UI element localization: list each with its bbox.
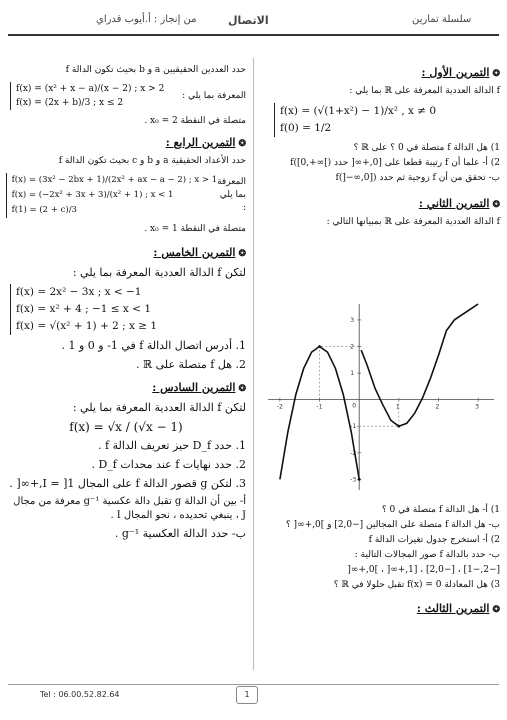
ex5-line3: f(x) = √(x² + 1) + 2 ; x ≥ 1 bbox=[16, 320, 158, 332]
bullet-icon: ❂ bbox=[238, 384, 246, 394]
footer-rule bbox=[8, 684, 499, 685]
ex5-system bbox=[10, 284, 246, 335]
bullet-icon: ❂ bbox=[492, 605, 500, 615]
ex2-q1a: 1) أ- هل الدالة f متصلة في 0 ؟ bbox=[381, 505, 500, 515]
page-number: 1 bbox=[236, 686, 258, 704]
ex2-intro: f الدالة العددية المعرفة على ℝ بمبيانها التالي : bbox=[326, 217, 500, 227]
ex2-q2a: 2) أ- استخرج جدول تغيرات الدالة f bbox=[368, 535, 500, 545]
ex4-intro: حدد الأعداد الحقيقية a و b و c بحيث تكون الدالة f bbox=[58, 156, 246, 166]
ex3-line1: f(x) = (x² + x − a)/(x − 2) ; x > 2 bbox=[16, 84, 165, 94]
ex5-q2: 2. هل f متصلة على ℝ . bbox=[135, 358, 246, 371]
bullet-icon: ❂ bbox=[492, 200, 500, 210]
bullet-icon: ❂ bbox=[492, 69, 500, 79]
ex4-cont: متصلة في النقطة x₀ = 1 . bbox=[144, 224, 246, 234]
header-topic: الاتصال bbox=[228, 14, 269, 27]
bullet-icon: ❂ bbox=[238, 249, 246, 259]
ex5-title: التمرين الخامس : bbox=[153, 246, 236, 259]
ex6-q3b: ب- حدد الدالة العكسية g⁻¹ . bbox=[114, 527, 246, 540]
x-tick-label: -2 bbox=[276, 403, 283, 411]
ex6-intro: لتكن f الدالة العددية المعرفة بما يلي : bbox=[72, 401, 246, 414]
ex4-heading bbox=[6, 136, 246, 149]
curve-branch-2 bbox=[361, 304, 478, 426]
ex4-line3: f(1) = (2 + c)/3 bbox=[11, 205, 77, 215]
y-tick-label: -1 bbox=[350, 423, 357, 431]
ex1-title: التمرين الأول : bbox=[421, 66, 490, 79]
bullet-icon: ❂ bbox=[238, 139, 246, 149]
ex5-line2: f(x) = x² + 4 ; −1 ≤ x < 1 bbox=[16, 303, 151, 315]
ex4-def: المعرفة بما يلي : bbox=[217, 177, 246, 213]
ex1-intro: f الدالة العددية المعرفة على ℝ بما يلي : bbox=[349, 86, 500, 96]
x-tick-label: 1 bbox=[395, 403, 400, 411]
ex3-title: التمرين الثالث : bbox=[416, 602, 490, 615]
ex1-system bbox=[274, 103, 436, 137]
footer-phone: Tel : 06.00.52.82.64 bbox=[40, 690, 120, 699]
y-tick-label: 1 bbox=[350, 370, 355, 378]
ex1-heading bbox=[260, 66, 500, 79]
column-divider bbox=[253, 58, 254, 670]
ex4-title: التمرين الرابع : bbox=[165, 136, 236, 149]
ex3-line2: f(x) = (2x + b)/3 ; x ≤ 2 bbox=[16, 98, 124, 108]
ex4-line1: f(x) = (3x² − 2bx + 1)/(2x² + ax − a − 2) ; x > 1 bbox=[11, 175, 218, 185]
ex2-title: التمرين الثاني : bbox=[418, 197, 490, 210]
ex1-line1: f(x) = (√(1+x²) − 1)/x² , x ≠ 0 bbox=[280, 105, 437, 117]
ex2-heading bbox=[260, 197, 500, 210]
ex5-heading bbox=[6, 246, 246, 259]
ex6-formula: f(x) = √x / (√x − 1) bbox=[69, 420, 183, 434]
ex1-q1: 1) هل الدالة f متصلة في 0 ؟ على ℝ ؟ bbox=[353, 143, 500, 153]
ex6-q1: 1. حدد D_f حيز تعريف الدالة f . bbox=[98, 439, 246, 452]
header-author: من إنجاز : أ.أيوب قدراي bbox=[96, 14, 197, 25]
ex2-q2c: [−2,−1] ، [−2,0] ، [1,+∞[ ، ]0,+∞[ bbox=[347, 565, 500, 575]
header-series: سلسلة تمارين bbox=[412, 14, 472, 25]
ex4-line2: f(x) = (−2x² + 3x + 3)/(x² + 1) ; x < 1 bbox=[11, 190, 174, 200]
y-tick-label: 2 bbox=[350, 343, 355, 351]
ex6-heading bbox=[6, 381, 246, 394]
y-tick-label: -2 bbox=[350, 449, 357, 457]
x-tick-label: 3 bbox=[475, 403, 479, 411]
ex1-q2a: 2) أ- علما أن f رتيبة قطعا على [0,+∞[ حدد f([0,+∞[) bbox=[290, 158, 500, 168]
ex3-def: المعرفة بما يلي : bbox=[182, 90, 246, 101]
ex2-q1b: ب- هل الدالة f متصلة على المجالين [−2,0] و ]0,+∞[ ؟ bbox=[285, 520, 500, 530]
right-column-lower bbox=[260, 502, 500, 621]
y-tick-label: -3 bbox=[350, 476, 357, 484]
ex3-heading bbox=[260, 602, 500, 615]
header-rule bbox=[8, 34, 499, 36]
x-tick-label: 2 bbox=[435, 403, 440, 411]
ex1-q2b: ب- تحقق من أن f زوجية ثم حدد f(]−∞,0]) bbox=[335, 173, 500, 183]
ex6-title: التمرين السادس : bbox=[152, 381, 236, 394]
ex5-line1: f(x) = 2x² − 3x ; x < −1 bbox=[16, 286, 142, 298]
page-header bbox=[0, 12, 507, 36]
ex3-intro: حدد العددين الحقيقيين a و b بحيث تكون الدالة f bbox=[65, 65, 246, 75]
origin-label: 0 bbox=[352, 402, 357, 410]
ex1-line2: f(0) = 1/2 bbox=[280, 122, 332, 134]
ex6-q3: 3. لتكن g قصور الدالة f على المجال I = ]1,+∞[ . bbox=[9, 477, 246, 490]
ex5-q1: 1. أدرس اتصال الدالة f في 1- و 0 و 1 . bbox=[61, 339, 246, 352]
ex5-intro: لتكن f الدالة العددية المعرفة بما يلي : bbox=[72, 266, 246, 279]
left-column bbox=[6, 62, 246, 545]
ex6-q3a: أ- بين أن الدالة g تقبل دالة عكسية g⁻¹ معرفة من مجال J ، ينبغي تحديده ، نحو المجال I . bbox=[13, 496, 246, 521]
curve-point bbox=[358, 478, 361, 481]
ex3-system bbox=[10, 82, 164, 110]
ex2-q3: 3) هل المعادلة f(x) = 0 تقبل حلولا في ℝ ؟ bbox=[333, 580, 500, 590]
x-tick-label: -1 bbox=[316, 403, 323, 411]
ex6-q2: 2. حدد نهايات f عند محدات D_f . bbox=[91, 458, 246, 471]
y-tick-label: 3 bbox=[350, 316, 355, 324]
ex2-q2b: ب- حدد بالدالة f صور المجالات التالية : bbox=[354, 550, 500, 560]
curve-point bbox=[397, 425, 400, 428]
function-graph bbox=[262, 298, 500, 496]
curve-point bbox=[318, 345, 321, 348]
ex4-system bbox=[6, 173, 217, 218]
ex3-cont: متصلة في النقطة x₀ = 2 . bbox=[144, 116, 246, 126]
right-column bbox=[260, 62, 500, 231]
